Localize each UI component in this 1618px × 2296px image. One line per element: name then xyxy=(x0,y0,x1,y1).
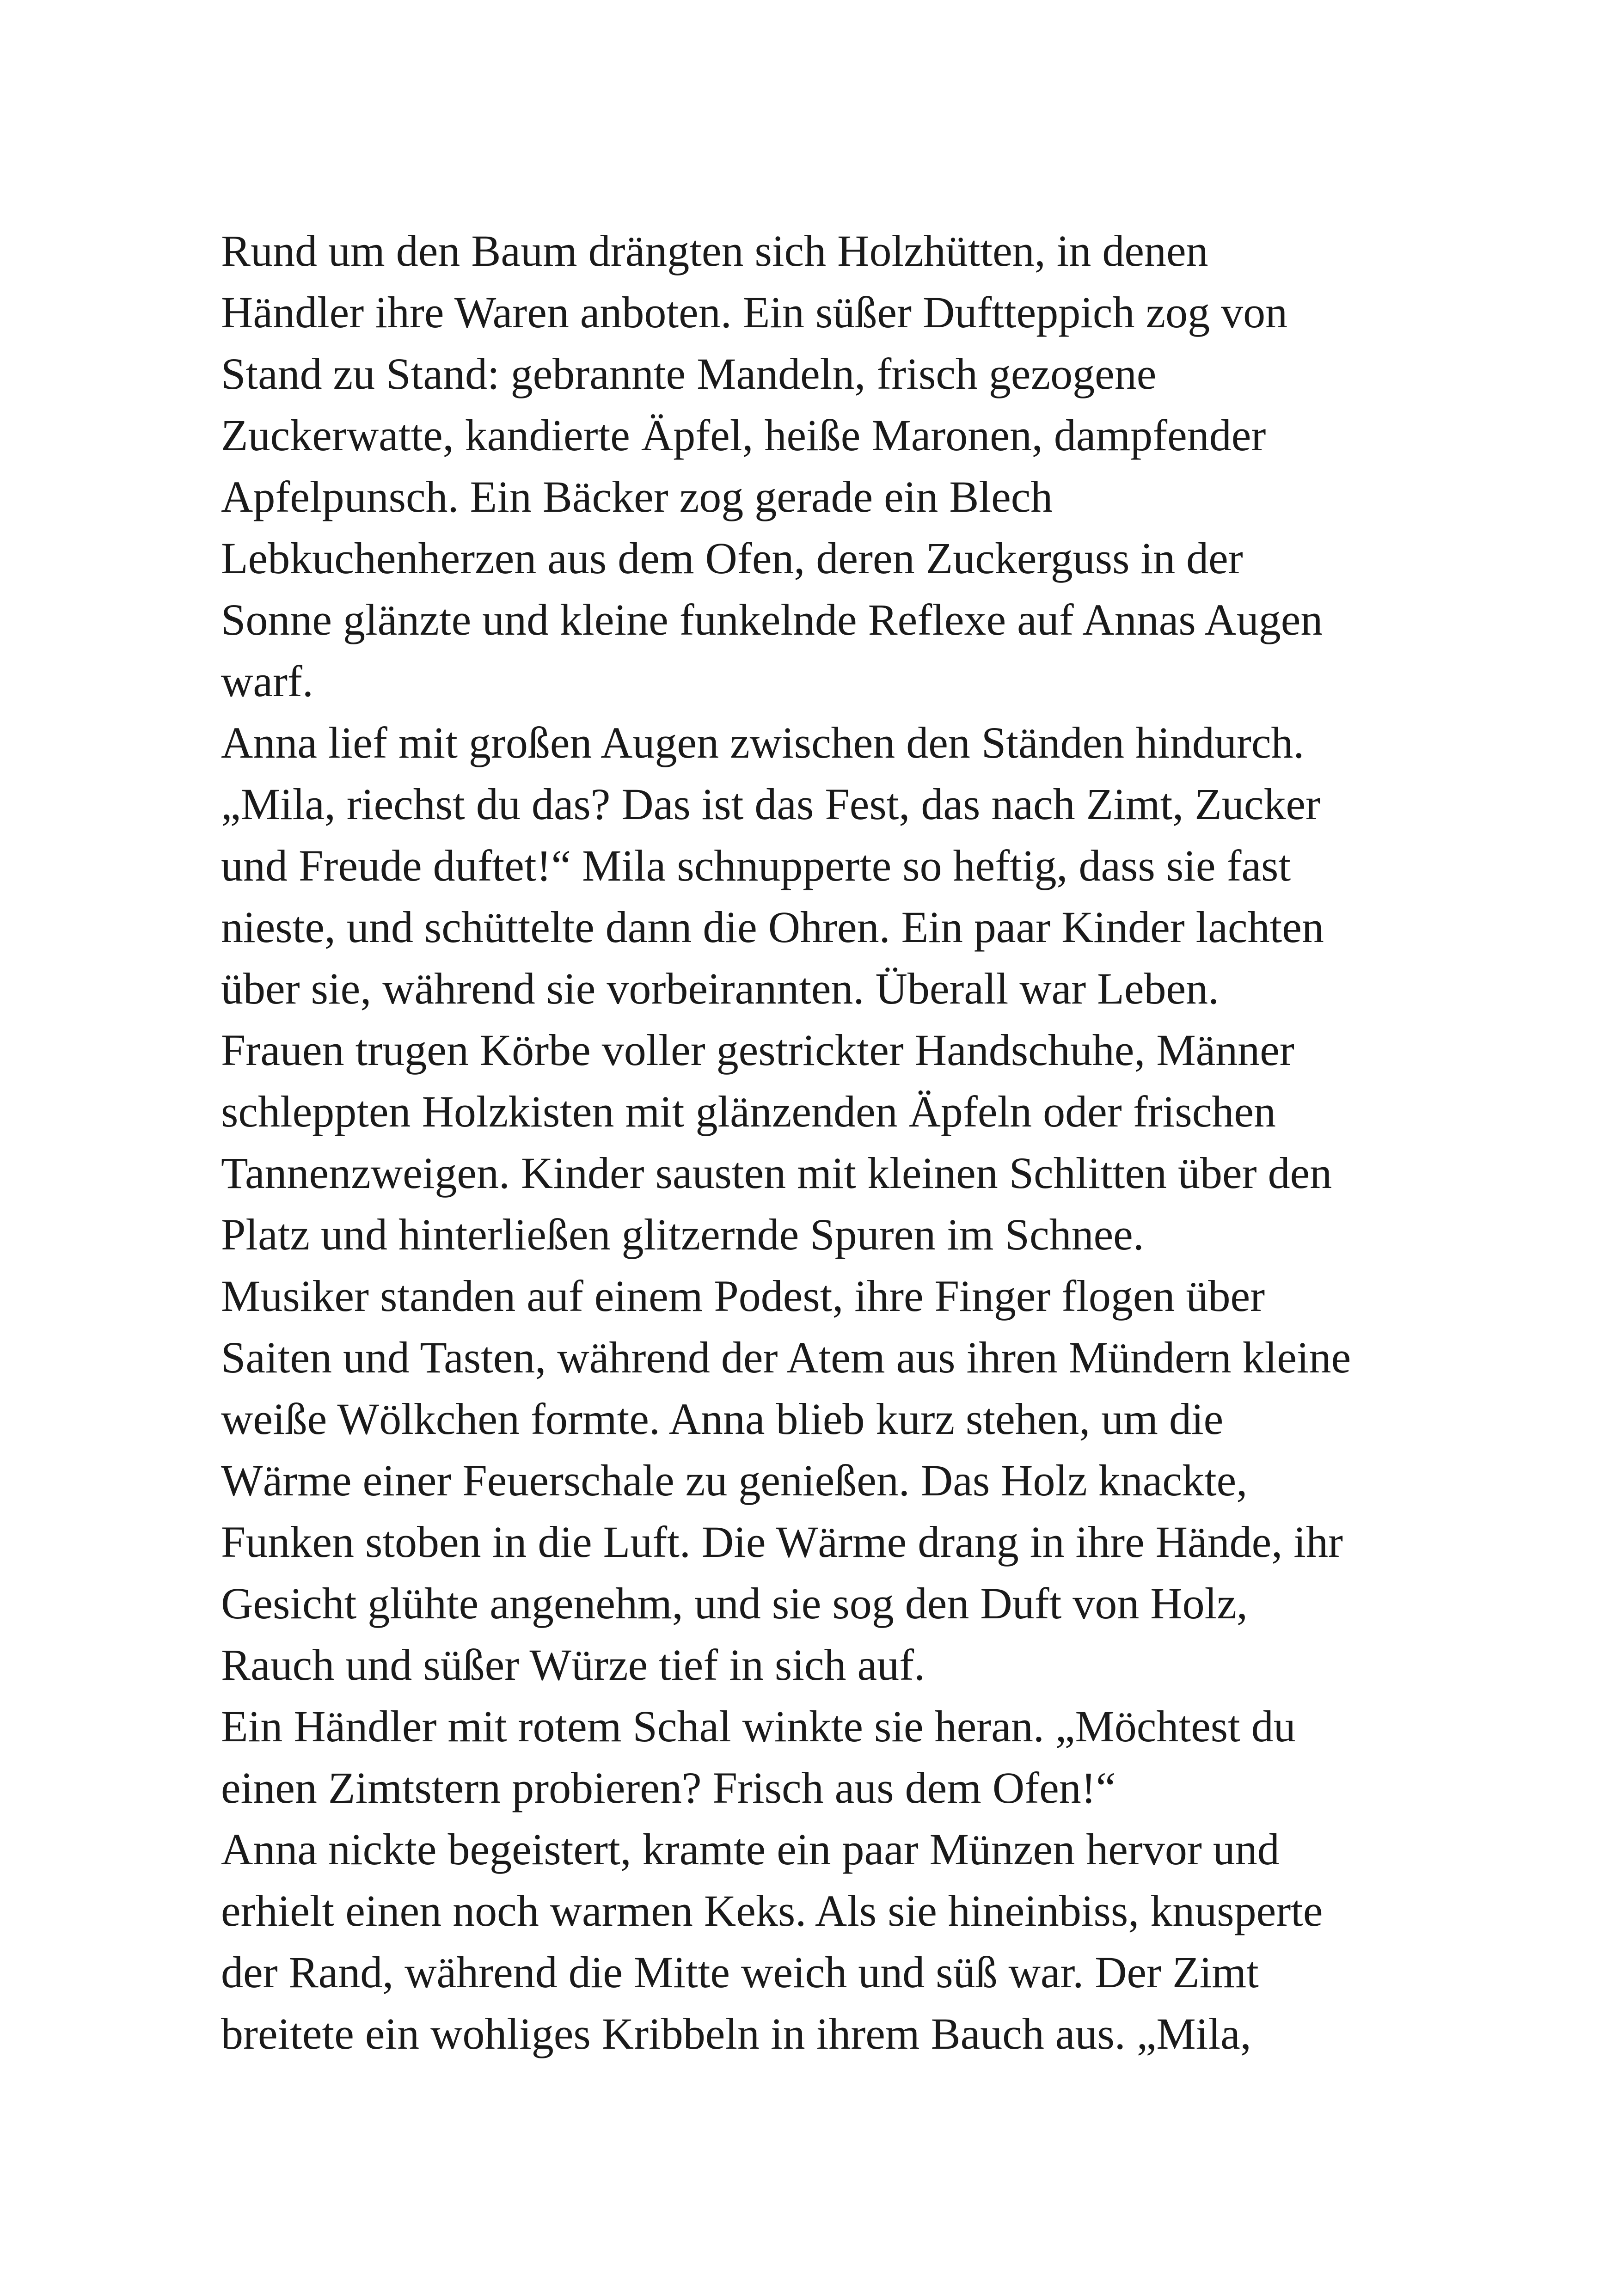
text-line: Frauen trugen Körbe voller gestrickter Handschuhe, Männer xyxy=(221,1025,1294,1075)
text-line: warf. xyxy=(221,656,313,706)
text-line: der Rand, während die Mitte weich und süß war. Der Zimt xyxy=(221,1947,1259,1997)
text-line: schleppten Holzkisten mit glänzenden Äpfeln oder frischen xyxy=(221,1087,1276,1136)
text-line: Platz und hinterließen glitzernde Spuren im Schnee. xyxy=(221,1210,1144,1259)
text-line: Rauch und süßer Würze tief in sich auf. xyxy=(221,1640,925,1690)
text-line: nieste, und schüttelte dann die Ohren. Ein paar Kinder lachten xyxy=(221,902,1324,952)
text-line: Anna lief mit großen Augen zwischen den Ständen hindurch. xyxy=(221,718,1305,767)
text-line: Saiten und Tasten, während der Atem aus ihren Mündern kleine xyxy=(221,1333,1351,1382)
text-line: Apfelpunsch. Ein Bäcker zog gerade ein Blech xyxy=(221,472,1053,521)
text-line: Ein Händler mit rotem Schal winkte sie heran. „Möchtest du xyxy=(221,1702,1296,1751)
text-line: und Freude duftet!“ Mila schnupperte so heftig, dass sie fast xyxy=(221,841,1291,890)
text-line: Zuckerwatte, kandierte Äpfel, heiße Maronen, dampfender xyxy=(221,410,1266,460)
text-line: Lebkuchenherzen aus dem Ofen, deren Zuckerguss in der xyxy=(221,533,1243,583)
text-line: Stand zu Stand: gebrannte Mandeln, frisch gezogene xyxy=(221,349,1157,398)
text-line: Funken stoben in die Luft. Die Wärme drang in ihre Hände, ihr xyxy=(221,1517,1343,1567)
text-line: „Mila, riechst du das? Das ist das Fest, das nach Zimt, Zucker xyxy=(221,779,1321,829)
text-line: Gesicht glühte angenehm, und sie sog den Duft von Holz, xyxy=(221,1579,1248,1628)
text-line: über sie, während sie vorbeirannten. Überall war Leben. xyxy=(221,964,1220,1013)
text-line: einen Zimtstern probieren? Frisch aus dem Ofen!“ xyxy=(221,1763,1116,1812)
text-line: Händler ihre Waren anboten. Ein süßer Duftteppich zog von xyxy=(221,288,1288,337)
text-line: Musiker standen auf einem Podest, ihre Finger flogen über xyxy=(221,1271,1265,1321)
text-line: breitete ein wohliges Kribbeln in ihrem Bauch aus. „Mila, xyxy=(221,2009,1251,2058)
text-line: Rund um den Baum drängten sich Holzhütten, in denen xyxy=(221,226,1208,276)
text-line: Anna nickte begeistert, kramte ein paar Münzen hervor und xyxy=(221,1825,1280,1874)
text-line: Wärme einer Feuerschale zu genießen. Das Holz knackte, xyxy=(221,1456,1248,1505)
text-line: weiße Wölkchen formte. Anna blieb kurz stehen, um die xyxy=(221,1394,1224,1444)
text-line: erhielt einen noch warmen Keks. Als sie hineinbiss, knusperte xyxy=(221,1886,1323,1935)
text-line: Sonne glänzte und kleine funkelnde Reflexe auf Annas Augen xyxy=(221,595,1323,644)
body-text xyxy=(221,220,1441,2064)
text-line: Tannenzweigen. Kinder sausten mit kleinen Schlitten über den xyxy=(221,1148,1332,1198)
